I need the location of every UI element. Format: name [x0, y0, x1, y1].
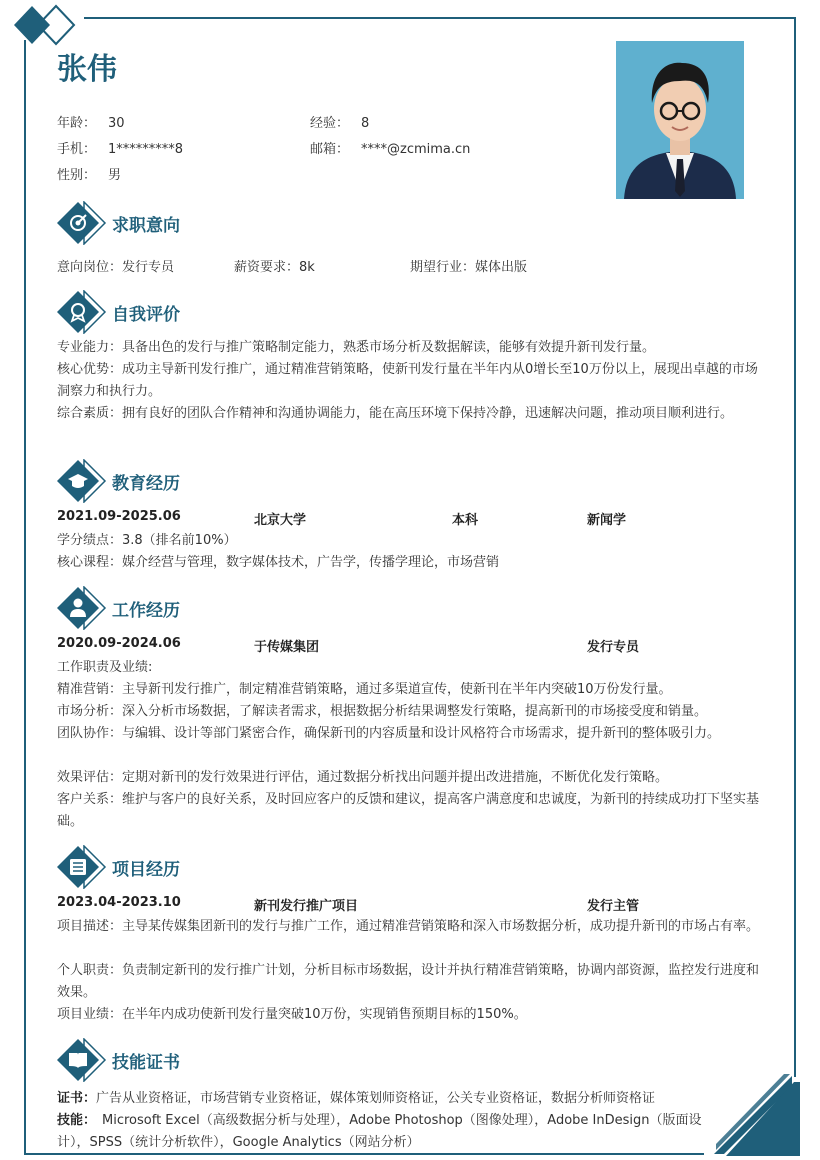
certificates-line: 证书：广告从业资格证，市场营销专业资格证，媒体策划师资格证，公关专业资格证，数据分析师资格证 — [57, 1091, 656, 1106]
project-name: 新刊发行推广项目 — [254, 899, 359, 914]
education-gpa: 学分绩点：3.8（排名前10%） — [57, 533, 237, 548]
person-icon — [56, 586, 116, 630]
age-info: 年龄： 30 — [57, 116, 125, 131]
gender-info: 性别： 男 — [57, 168, 122, 183]
frame-left-line — [24, 40, 26, 1154]
section-header-project — [56, 845, 356, 889]
frame-bottom-line — [24, 1153, 704, 1155]
self-eval-line-1: 专业能力：具备出色的发行与推广策略制定能力，熟悉市场分析及数据解读，能够有效提升新刊发行量。 — [57, 340, 656, 355]
self-eval-line-2: 核心优势：成功主导新刊发行推广，通过精准营销策略，使新刊发行量在半年内从0增长至10万份以上，展现出卓越的市场洞察力和执行力。 — [57, 362, 758, 399]
work-line-4: 效果评估：定期对新刊的发行效果进行评估，通过数据分析找出问题并提出改进措施，不断优化发行策略。 — [57, 770, 669, 785]
section-header-skills — [56, 1038, 356, 1082]
experience-info: 经验： 8 — [310, 116, 370, 131]
section-header-work — [56, 586, 356, 630]
candidate-name: 张伟 — [57, 52, 117, 87]
target-icon — [56, 201, 116, 245]
project-role: 发行主管 — [587, 899, 640, 914]
section-title-project: 项目经历 — [112, 860, 180, 880]
work-intro: 工作职责及业绩: — [57, 660, 153, 675]
work-line-1: 精准营销：主导新刊发行推广，制定精准营销策略，通过多渠道宣传，使新刊在半年内突破10万份发行量。 — [57, 682, 672, 697]
education-courses: 核心课程：媒介经营与管理，数字媒体技术，广告学，传播学理论，市场营销 — [57, 555, 500, 570]
email-info: 邮箱： ****@zcmima.cn — [310, 142, 471, 157]
profile-photo — [616, 41, 744, 199]
corner-triangle-decoration — [712, 1072, 802, 1158]
self-eval-line-3: 综合素质：拥有良好的团队合作精神和沟通协调能力，能在高压环境下保持冷静，迅速解决问题，推动项目顺利进行。 — [57, 406, 734, 421]
education-period: 2021.09-2025.06 — [57, 509, 181, 524]
phone-info: 手机： 1*********8 — [57, 142, 184, 157]
graduation-cap-icon — [56, 459, 116, 503]
work-role: 发行专员 — [587, 640, 640, 655]
frame-top-line — [84, 17, 796, 19]
project-line-1: 项目描述：主导某传媒集团新刊的发行与推广工作，通过精准营销策略和深入市场数据分析，成功提升新刊的市场占有率。 — [57, 919, 760, 934]
frame-right-line — [794, 17, 796, 1077]
skills-line-2: 计），SPSS（统计分析软件），Google Analytics（网站分析） — [57, 1135, 420, 1150]
work-line-2: 市场分析：深入分析市场数据，了解读者需求，根据数据分析结果调整发行策略，提高新刊的市场接受度和销量。 — [57, 704, 708, 719]
work-line-3: 团队协作：与编辑、设计等部门紧密合作，确保新刊的内容质量和设计风格符合市场需求，提升新刊的整体吸引力。 — [57, 726, 721, 741]
book-icon — [56, 1038, 116, 1082]
education-school: 北京大学 — [254, 513, 307, 528]
section-title-intent: 求职意向 — [112, 216, 180, 236]
education-degree: 本科 — [452, 513, 479, 528]
intent-salary: 薪资要求：8k — [234, 260, 315, 275]
skills-line-1: 技能： Microsoft Excel（高级数据分析与处理），Adobe Photoshop（图像处理），Adobe InDesign（版面设 — [57, 1113, 702, 1128]
diamond-logo-icon — [10, 2, 90, 48]
section-header-self-eval — [56, 290, 356, 334]
work-line-5: 客户关系：维护与客户的良好关系，及时回应客户的反馈和建议，提高客户满意度和忠诚度，为新刊的持续成功打下坚实基础。 — [57, 792, 760, 829]
section-title-self-eval: 自我评价 — [112, 305, 180, 325]
project-period: 2023.04-2023.10 — [57, 895, 181, 910]
project-line-3: 项目业绩：在半年内成功使新刊发行量突破10万份，实现销售预期目标的150%。 — [57, 1007, 527, 1022]
intent-industry: 期望行业：媒体出版 — [410, 260, 528, 275]
section-header-intent — [56, 201, 356, 245]
work-period: 2020.09-2024.06 — [57, 636, 181, 651]
work-company: 于传媒集团 — [254, 640, 320, 655]
section-title-skills: 技能证书 — [112, 1053, 180, 1073]
section-title-work: 工作经历 — [112, 601, 180, 621]
list-icon — [56, 845, 116, 889]
project-line-2: 个人职责：负责制定新刊的发行推广计划，分析目标市场数据，设计并执行精准营销策略，协调内部资源，监控发行进度和效果。 — [57, 963, 760, 1000]
section-title-education: 教育经历 — [112, 474, 180, 494]
education-major: 新闻学 — [587, 513, 627, 528]
badge-icon — [56, 290, 116, 334]
intent-position: 意向岗位：发行专员 — [57, 260, 175, 275]
section-header-education — [56, 459, 356, 503]
